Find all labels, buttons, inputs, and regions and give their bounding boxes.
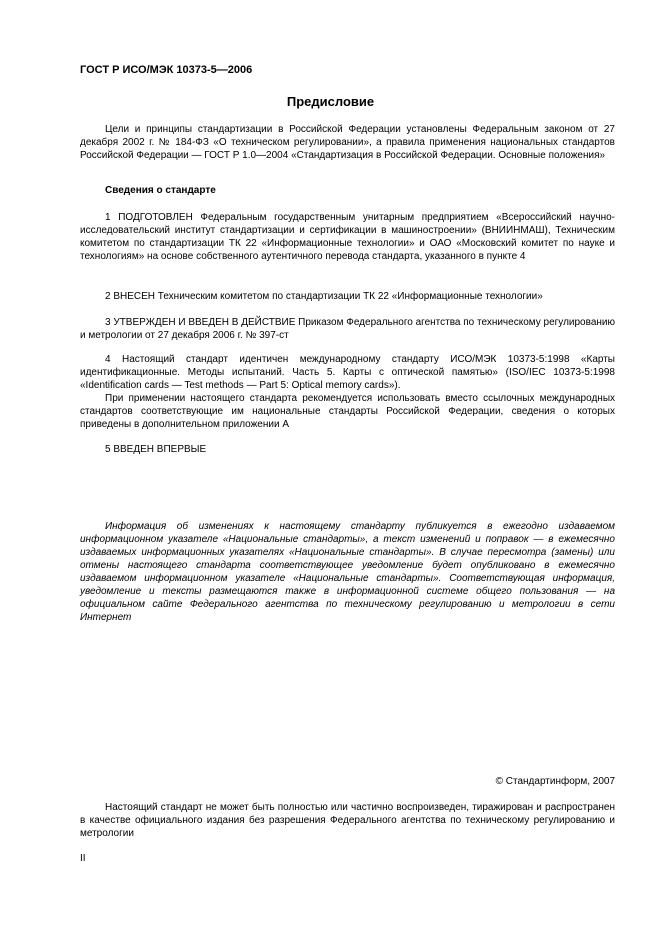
item-2-paragraph: 2 ВНЕСЕН Техническим комитетом по стандартизации ТК 22 «Информационные технологии» [105,291,543,302]
page-number: II [80,853,86,864]
item-3-paragraph: 3 УТВЕРЖДЕН И ВВЕДЕН В ДЕЙСТВИЕ Приказом Федерального агентства по техническому регулированию и метрологии от 27 декабря 2006 г. № 397-ст [80,317,615,341]
notice-paragraph: Информация об изменениях к настоящему стандарту публикуется в ежегодно издаваемом информационном указателе «Национальные стандарты», а текст изменений и поправок — в ежемесячно издаваемых информационных указателях «Национальные стандарты». В случае пересмотра (замены) или отмены настоящего стандарта соответствующее уведомление будет опубликовано в ежемесячно издаваемом информационном указателе «Национальные стандарты». Соответствующая информация, уведомление и тексты размещаются также в информационной системе общего пользования — на официальном сайте Федерального агентства по техническому регулированию и метрологии в сети Интернет [80,521,615,623]
page-title: Предисловие [286,94,375,109]
intro-paragraph: Цели и принципы стандартизации в Российской Федерации установлены Федеральным законом от 27 декабря 2002 г. № 184-ФЗ «О техническом регулировании», а правила применения национальных стандартов Российской Федерации — ГОСТ Р 1.0—2004 «Стандартизация в Российской Федерации. Основные положения» [80,124,615,161]
section-subheading: Сведения о стандарте [105,185,216,196]
item-5-paragraph: 5 ВВЕДЕН ВПЕРВЫЕ [105,444,207,455]
item-1-paragraph: 1 ПОДГОТОВЛЕН Федеральным государственным унитарным предприятием «Всероссийский научно-исследовательский институт стандартизации и сертификации в машиностроении» (ВНИИНМАШ), Техническим комитетом по стандартизации ТК 22 «Информационные технологии» и ОАО «Московский комитет по науке и технологиям» на основе собственного аутентичного перевода стандарта, указанного в пункте 4 [80,212,615,262]
rights-paragraph: Настоящий стандарт не может быть полностью или частично воспроизведен, тиражирован и распространен в качестве официального издания без разрешения Федерального агентства по техническому регулированию и метрологии [80,802,615,839]
copyright-line: © Стандартинформ, 2007 [495,776,615,787]
item-4-note-paragraph: При применении настоящего стандарта рекомендуется использовать вместо ссылочных международных стандартов соответствующие им национальные стандарты Российской Федерации, сведения о которых приведены в дополнительном приложении А [80,393,615,430]
item-4-paragraph: 4 Настоящий стандарт идентичен международному стандарту ИСО/МЭК 10373-5:1998 «Карты идентификационные. Методы испытаний. Часть 5. Карты с оптической памятью» (ISO/IEC 10373-5:1998 «Identification cards — Test methods — Part 5: Optical memory cards»). [80,354,615,391]
document-code: ГОСТ Р ИСО/МЭК 10373-5—2006 [80,64,253,76]
